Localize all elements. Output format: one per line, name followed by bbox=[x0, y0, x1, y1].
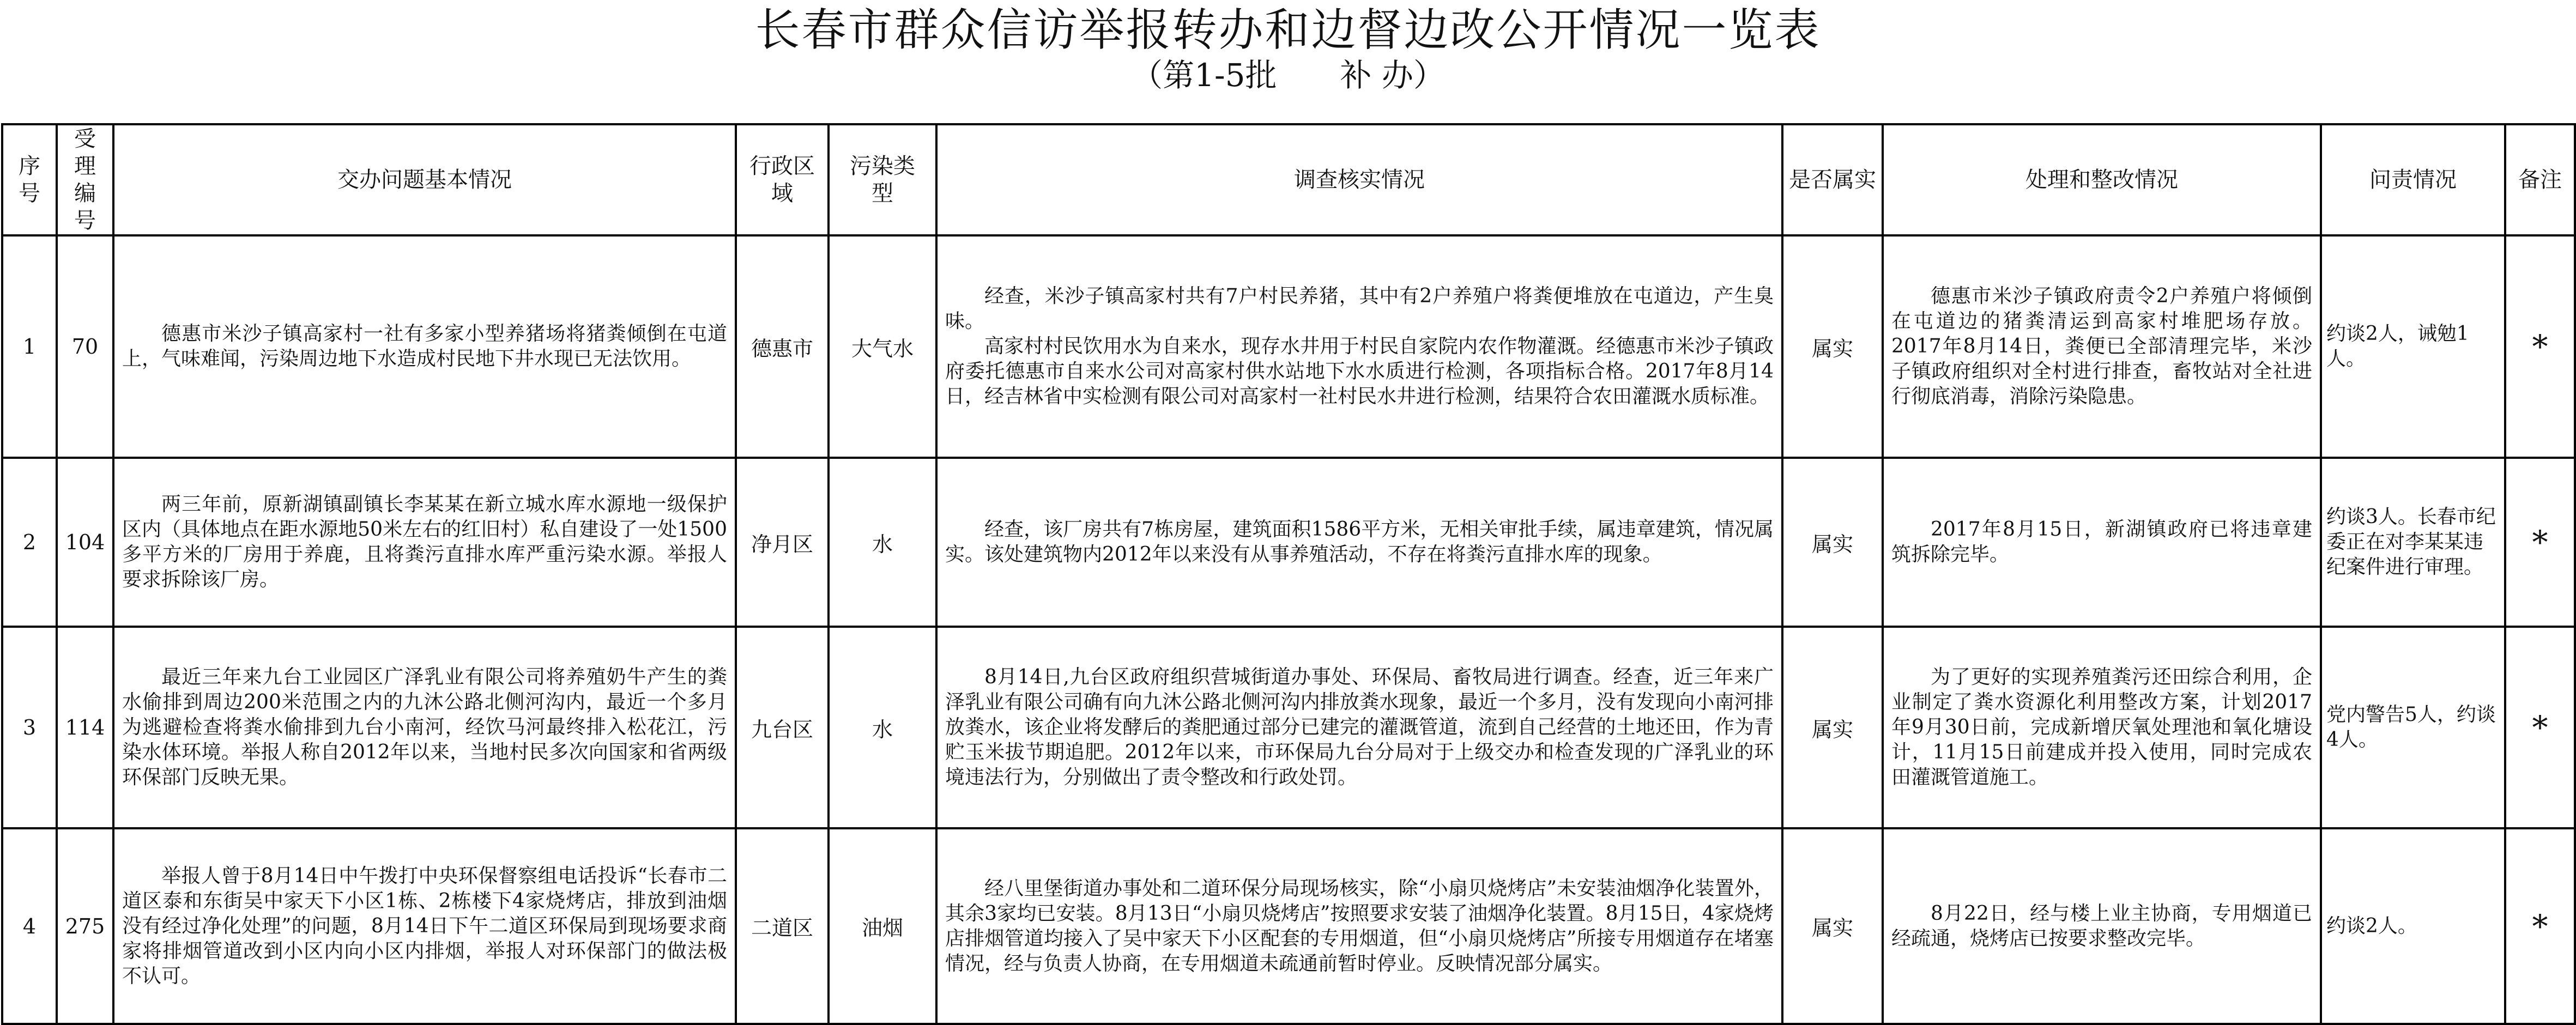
cell-investigation bbox=[936, 627, 1782, 828]
cell-verified: 属实 bbox=[1782, 828, 1883, 1024]
handling-text: 8月22日，经与楼上业主协商，专用烟道已经疏通，烧烤店已按要求整改完毕。 bbox=[1891, 902, 2312, 950]
cell-remarks: * bbox=[2505, 235, 2575, 458]
header-row bbox=[2, 124, 2575, 235]
page-title: 长春市群众信访举报转办和边督边改公开情况一览表 bbox=[755, 4, 1821, 56]
cell-pollution-type: 大气水 bbox=[829, 235, 936, 458]
table-row bbox=[2, 458, 2575, 627]
investigation-paragraph: 经查，该厂房共有7栋房屋，建筑面积1586平方米，无相关审批手续，属违章建筑，情况属实。该处建筑物内2012年以来没有从事养殖活动，不存在将粪污直排水库的现象。 bbox=[945, 518, 1774, 566]
cell-handling bbox=[1883, 458, 2321, 627]
cell-district: 德惠市 bbox=[736, 235, 829, 458]
cell-handling bbox=[1883, 235, 2321, 458]
cell-accountability bbox=[2321, 458, 2505, 627]
cell-investigation bbox=[936, 828, 1782, 1024]
cell-pollution-type: 水 bbox=[829, 627, 936, 828]
cell-handling bbox=[1883, 828, 2321, 1024]
header-handling: 处理和整改情况 bbox=[1883, 124, 2321, 235]
cell-accountability bbox=[2321, 627, 2505, 828]
table-row bbox=[2, 627, 2575, 828]
cell-handling bbox=[1883, 627, 2321, 828]
cell-issue bbox=[113, 235, 736, 458]
cell-seq: 3 bbox=[2, 627, 57, 828]
cell-issue bbox=[113, 627, 736, 828]
cell-verified: 属实 bbox=[1782, 235, 1883, 458]
accountability-text: 党内警告5人，约谈4人。 bbox=[2326, 703, 2496, 751]
cell-case-no: 275 bbox=[57, 828, 113, 1024]
accountability-text: 约谈2人，诫勉1人。 bbox=[2326, 323, 2469, 370]
cell-remarks: * bbox=[2505, 458, 2575, 627]
header-verified: 是否属实 bbox=[1782, 124, 1883, 235]
header-case-no: 受理编号 bbox=[57, 124, 113, 235]
investigation-paragraph: 8月14日,九台区政府组织营城街道办事处、环保局、畜牧局进行调查。经查，近三年来广泽乳业有限公司确有向九沐公路北侧河沟内排放粪水现象，最近一个多月，没有发现向小南河排放粪水，该企业将发酵后的粪肥通过部分已建完的灌溉管道，流到自己经营的土地还田，作为青贮玉米拔节期追肥。2012年以来，市环保局九台分局对于上级交办和检查发现的广泽乳业的环境违法行为，分别做出了责令整改和行政处罚。 bbox=[945, 666, 1774, 789]
issue-text: 德惠市米沙子镇高家村一社有多家小型养猪场将猪粪倾倒在屯道上，气味难闻，污染周边地下水造成村民地下井水现已无法饮用。 bbox=[122, 323, 727, 370]
table-row bbox=[2, 828, 2575, 1024]
header-pollution-type: 污染类型 bbox=[829, 124, 936, 235]
cell-district: 九台区 bbox=[736, 627, 829, 828]
cell-seq: 1 bbox=[2, 235, 57, 458]
cell-remarks: * bbox=[2505, 828, 2575, 1024]
accountability-text: 约谈2人。 bbox=[2326, 914, 2417, 937]
cell-investigation bbox=[936, 235, 1782, 458]
cell-issue bbox=[113, 828, 736, 1024]
header-district: 行政区域 bbox=[736, 124, 829, 235]
cell-seq: 4 bbox=[2, 828, 57, 1024]
report-table bbox=[1, 123, 2576, 1025]
cell-case-no: 70 bbox=[57, 235, 113, 458]
cell-case-no: 114 bbox=[57, 627, 113, 828]
cell-verified: 属实 bbox=[1782, 627, 1883, 828]
issue-text: 两三年前，原新湖镇副镇长李某某在新立城水库水源地一级保护区内（具体地点在距水源地50米左右的红旧村）私自建设了一处1500多平方米的厂房用于养鹿，且将粪污直排水库严重污染水源。举报人要求拆除该厂房。 bbox=[122, 493, 727, 591]
header-remarks: 备注 bbox=[2505, 124, 2575, 235]
handling-text: 2017年8月15日，新湖镇政府已将违章建筑拆除完毕。 bbox=[1891, 518, 2312, 566]
issue-text: 举报人曾于8月14日中午拨打中央环保督察组电话投诉“长春市二道区泰和东街吴中家天下小区1栋、2栋楼下4家烧烤店，排放到油烟没有经过净化处理”的问题，8月14日下午二道区环保局到现场要求商家将排烟管道改到小区内向小区内排烟，举报人对环保部门的做法极不认可。 bbox=[122, 864, 727, 987]
cell-verified: 属实 bbox=[1782, 458, 1883, 627]
cell-pollution-type: 水 bbox=[829, 458, 936, 627]
cell-seq: 2 bbox=[2, 458, 57, 627]
cell-issue bbox=[113, 458, 736, 627]
investigation-paragraph: 高家村村民饮用水为自来水，现存水井用于村民自家院内农作物灌溉。经德惠市米沙子镇政府委托德惠市自来水公司对高家村供水站地下水水质进行检测，各项指标合格。2017年8月14日，经吉林省中实检测有限公司对高家村一社村民水井进行检测，结果符合农田灌溉水质标准。 bbox=[945, 335, 1774, 408]
header-issue: 交办问题基本情况 bbox=[113, 124, 736, 235]
header-accountability: 问责情况 bbox=[2321, 124, 2505, 235]
cell-remarks: * bbox=[2505, 627, 2575, 828]
page-subtitle: （第1-5批 补 办） bbox=[1131, 57, 1445, 94]
accountability-text: 约谈3人。长春市纪委正在对李某某违纪案件进行审理。 bbox=[2326, 506, 2496, 578]
issue-text: 最近三年来九台工业园区广泽乳业有限公司将养殖奶牛产生的粪水偷排到周边200米范围之内的九沐公路北侧河沟内，最近一个多月为逃避检查将粪水偷排到九台小南河，经饮马河最终排入松花江，污染水体环境。举报人称自2012年以来，当地村民多次向国家和省两级环保部门反映无果。 bbox=[122, 666, 727, 789]
investigation-paragraph: 经八里堡街道办事处和二道环保分局现场核实，除“小扇贝烧烤店”未安装油烟净化装置外，其余3家均已安装。8月13日“小扇贝烧烤店”按照要求安装了油烟净化装置。8月15日，4家烧烤店排烟管道均接入了吴中家天下小区配套的专用烟道，但“小扇贝烧烤店”所接专用烟道存在堵塞情况，经与负责人协商，在专用烟道未疏通前暂时停业。反映情况部分属实。 bbox=[945, 877, 1774, 975]
cell-case-no: 104 bbox=[57, 458, 113, 627]
handling-text: 德惠市米沙子镇政府责令2户养殖户将倾倒在屯道边的猪粪清运到高家村堆肥场存放。2017年8月14日，粪便已全部清理完毕，米沙子镇政府组织对全村进行排查，畜牧站对全社进行彻底消毒，消除污染隐患。 bbox=[1891, 285, 2312, 408]
table-row bbox=[2, 235, 2575, 458]
cell-district: 二道区 bbox=[736, 828, 829, 1024]
cell-investigation bbox=[936, 458, 1782, 627]
header-investigation: 调查核实情况 bbox=[936, 124, 1782, 235]
investigation-paragraph: 经查，米沙子镇高家村共有7户村民养猪，其中有2户养殖户将粪便堆放在屯道边，产生臭味。 bbox=[945, 285, 1774, 332]
cell-district: 净月区 bbox=[736, 458, 829, 627]
cell-accountability bbox=[2321, 235, 2505, 458]
handling-text: 为了更好的实现养殖粪污还田综合利用，企业制定了粪水资源化利用整改方案，计划2017年9月30日前，完成新增厌氧处理池和氧化塘设计，11月15日前建成并投入使用，同时完成农田灌溉管道施工。 bbox=[1891, 666, 2312, 789]
cell-pollution-type: 油烟 bbox=[829, 828, 936, 1024]
cell-accountability bbox=[2321, 828, 2505, 1024]
header-seq: 序号 bbox=[2, 124, 57, 235]
